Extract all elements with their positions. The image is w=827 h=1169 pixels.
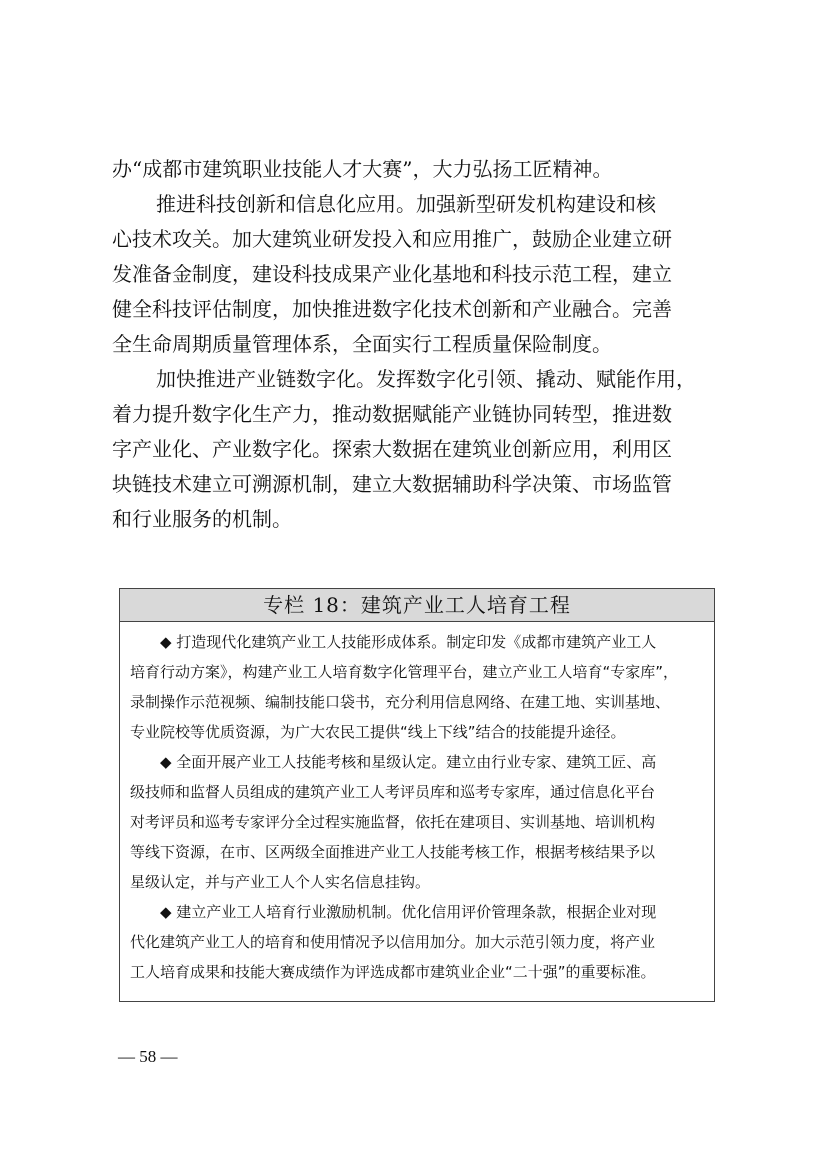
box-line: 级技师和监督人员组成的建筑产业工人考评员库和巡考专家库，通过信息化平台 xyxy=(130,783,656,801)
box-line: 工人培育成果和技能大赛成绩作为评选成都市建筑业企业“二十强”的重要标准。 xyxy=(130,963,656,981)
body-line: 全生命周期质量管理体系，全面实行工程质量保险制度。 xyxy=(112,332,612,356)
body-line: 推进科技创新和信息化应用。加强新型研发机构建设和核 xyxy=(156,192,656,216)
box-body xyxy=(120,622,714,987)
body-line: 办“成都市建筑职业技能人才大赛”，大力弘扬工匠精神。 xyxy=(112,157,613,181)
body-line: 加快推进产业链数字化。发挥数字化引领、撬动、赋能作用， xyxy=(156,367,696,391)
box-line: ◆ 全面开展产业工人技能考核和星级认定。建立由行业专家、建筑工匠、高 xyxy=(160,753,657,771)
body-line: 发准备金制度，建设科技成果产业化基地和科技示范工程，建立 xyxy=(112,262,672,286)
body-line: 心技术攻关。加大建筑业研发投入和应用推广，鼓励企业建立研 xyxy=(112,227,672,251)
box-line: 代化建筑产业工人的培育和使用情况予以信用加分。加大示范引领力度，将产业 xyxy=(130,933,656,951)
body-line: 着力提升数字化生产力，推动数据赋能产业链协同转型，推进数 xyxy=(112,402,672,426)
body-line: 和行业服务的机制。 xyxy=(112,507,292,531)
box-title: 专栏 18：建筑产业工人培育工程 xyxy=(120,589,714,622)
box-line: ◆ 建立产业工人培育行业激励机制。优化信用评价管理条款，根据企业对现 xyxy=(160,903,657,921)
box-line: 星级认定，并与产业工人个人实名信息挂钩。 xyxy=(130,873,431,891)
body-line: 字产业化、产业数字化。探索大数据在建筑业创新应用，利用区 xyxy=(112,437,672,461)
column-box xyxy=(119,588,715,1002)
page-number: — 58 — xyxy=(118,1047,178,1066)
box-line: ◆ 打造现代化建筑产业工人技能形成体系。制定印发《成都市建筑产业工人 xyxy=(160,633,657,651)
box-line: 专业院校等优质资源，为广大农民工提供“线上下线”结合的技能提升途径。 xyxy=(130,723,626,741)
box-line: 录制操作示范视频、编制技能口袋书，充分利用信息网络、在建工地、实训基地、 xyxy=(130,693,671,711)
body-line: 块链技术建立可溯源机制，建立大数据辅助科学决策、市场监管 xyxy=(112,472,672,496)
box-line: 等线下资源，在市、区两级全面推进产业工人技能考核工作，根据考核结果予以 xyxy=(130,843,656,861)
body-line: 健全科技评估制度，加快推进数字化技术创新和产业融合。完善 xyxy=(112,297,672,321)
box-line: 培育行动方案》，构建产业工人培育数字化管理平台，建立产业工人培育“专家库”， xyxy=(130,663,679,681)
body-text xyxy=(112,152,718,537)
box-line: 对考评员和巡考专家评分全过程实施监督，依托在建项目、实训基地、培训机构 xyxy=(130,813,656,831)
